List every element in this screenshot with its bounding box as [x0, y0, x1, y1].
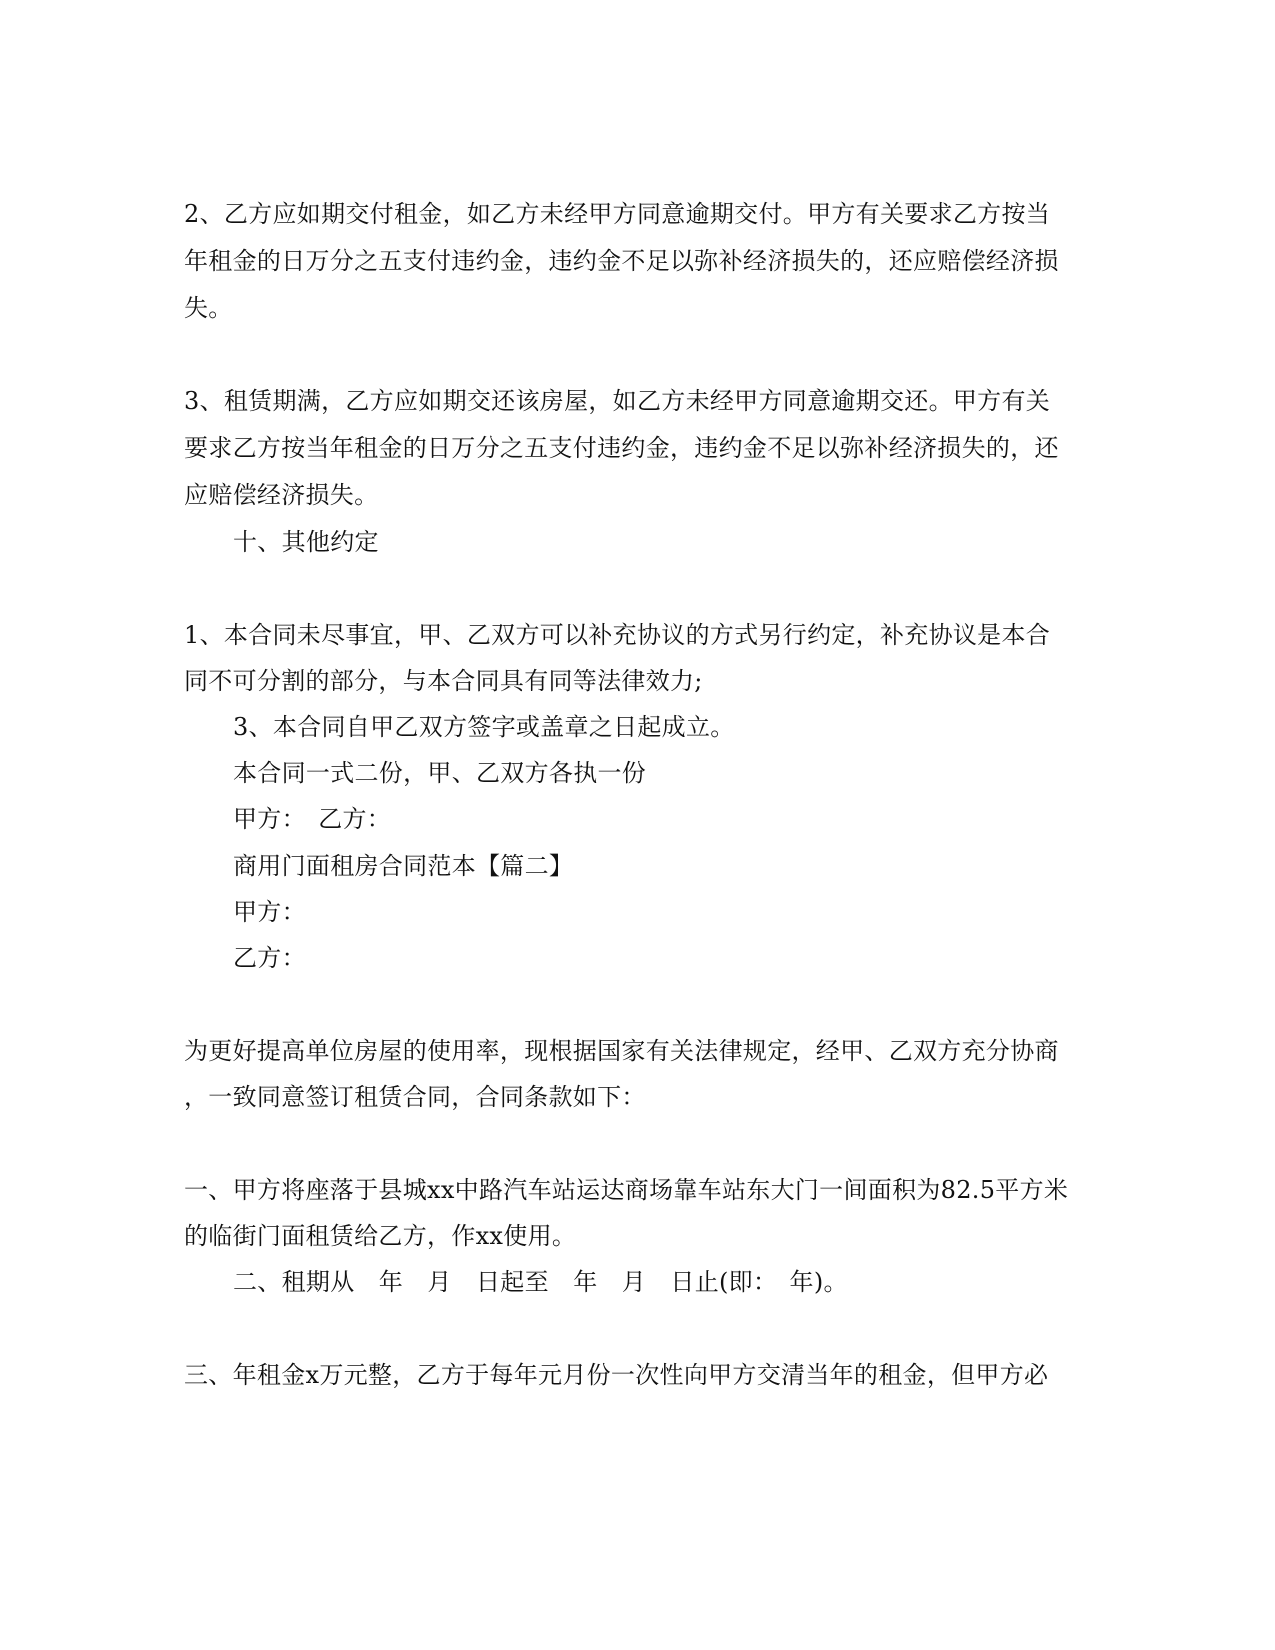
text-line: 本合同一式二份，甲、乙双方各执一份 — [233, 759, 647, 787]
party-a-line: 甲方： — [233, 898, 306, 926]
text-line: 同不可分割的部分，与本合同具有同等法律效力; — [184, 667, 703, 695]
text-line: 3、租赁期满，乙方应如期交还该房屋，如乙方未经甲方同意逾期交还。甲方有关 — [184, 387, 1051, 415]
section-title: 商用门面租房合同范本【篇二】 — [233, 852, 574, 880]
signature-line: 甲方： 乙方： — [233, 805, 392, 833]
text-line: 的临街门面租赁给乙方，作xx使用。 — [184, 1222, 577, 1250]
party-b-line: 乙方： — [233, 944, 306, 972]
text-line: 要求乙方按当年租金的日万分之五支付违约金，违约金不足以弥补经济损失的，还 — [184, 434, 1059, 462]
text-line: 失。 — [184, 294, 233, 322]
text-line: 年租金的日万分之五支付违约金，违约金不足以弥补经济损失的，还应赔偿经济损 — [184, 247, 1059, 275]
text-line: 一、甲方将座落于县城xx中路汽车站运达商场靠车站东大门一间面积为82.5平方米 — [184, 1176, 1069, 1204]
text-line: 二、租期从 年 月 日起至 年 月 日止(即： 年)。 — [233, 1268, 848, 1296]
text-line: 2、乙方应如期交付租金，如乙方未经甲方同意逾期交付。甲方有关要求乙方按当 — [184, 200, 1051, 228]
text-line: 1、本合同未尽事宜，甲、乙双方可以补充协议的方式另行约定，补充协议是本合 — [184, 621, 1051, 649]
text-line: 3、本合同自甲乙双方签字或盖章之日起成立。 — [233, 713, 735, 741]
text-line: 为更好提高单位房屋的使用率，现根据国家有关法律规定，经甲、乙双方充分协商 — [184, 1037, 1059, 1065]
text-line: 三、年租金x万元整，乙方于每年元月份一次性向甲方交清当年的租金，但甲方必 — [184, 1361, 1049, 1389]
section-heading: 十、其他约定 — [233, 528, 379, 556]
text-line: ，一致同意签订租赁合同，合同条款如下： — [184, 1083, 646, 1111]
text-line: 应赔偿经济损失。 — [184, 481, 379, 509]
